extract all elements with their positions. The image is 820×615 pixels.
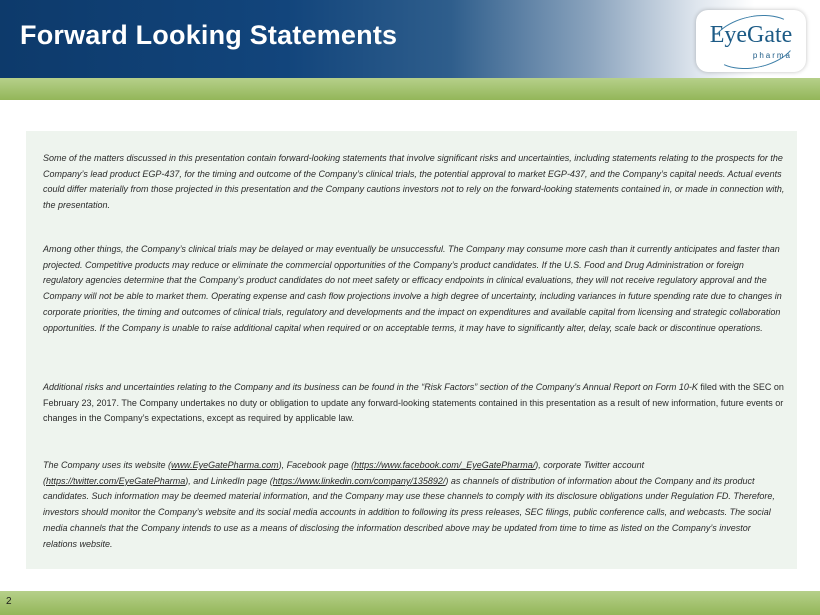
twitter-link[interactable]: https://twitter.com/EyeGatePharma <box>46 475 186 486</box>
website-link[interactable]: www.EyeGatePharma.com <box>171 460 279 470</box>
channels-text-1: The Company uses its website ( <box>43 460 172 470</box>
paragraph-channels <box>43 458 785 552</box>
paragraph-additional-risks <box>43 380 785 427</box>
statement-panel <box>26 131 797 569</box>
channels-text-3: ), corporate Twitter account ( <box>43 460 645 486</box>
logo-name: EyeGate <box>709 22 793 48</box>
additional-risks-upright: filed with the SEC on February 23, 2017. The Company undertakes no duty or obligation to update any forward-looking statements contained in this presentation as a result of new information, future events or changes in the Company’s expectations, except as required by applicable law. <box>43 382 784 424</box>
facebook-link[interactable]: https://www.facebook.com/_EyeGatePharma/ <box>354 460 536 470</box>
eyegate-logo <box>696 10 806 72</box>
channels-text-2: ), Facebook page ( <box>278 460 355 470</box>
additional-risks-italic: Additional risks and uncertainties relating to the Company and its business can be found in the “Risk Factors” section of the Company’s Annual Report on Form 10-K <box>43 382 698 392</box>
linkedin-link[interactable]: https://www.linkedin.com/company/135892/ <box>272 475 446 486</box>
paragraph-risks: Among other things, the Company’s clinical trials may be delayed or may eventually be unsuccessful. The Company may consume more cash than it currently anticipates and faster than projected. Competitive products may reduce or eliminate the commercial opportunities of the Company’s product candidates. If the U.S. Food and Drug Administration or foreign regulatory agencies determine that the Company’s product candidates do not meet safety or efficacy endpoints in clinical evaluations, they will not receive regulatory approval and the Company will not be able to market them. Operating expense and cash flow projections involve a high degree of uncertainty, including variances in future spending rate due to changes in corporate priorities, the timing and outcomes of clinical trials, regulatory and developments and the impact on expenditures and available capital from licensing and strategic collaboration opportunities. If the Company is unable to raise additional capital when required or on acceptable terms, it may have to significantly alter, delay, scale back or discontinue operations. <box>43 244 782 333</box>
page-title: Forward Looking Statements <box>20 20 398 50</box>
page-number: 2 <box>6 596 12 607</box>
header-banner <box>0 0 820 78</box>
channels-text-5: ) as channels of distribution of information about the Company and its product candidates. Such information may be deemed material information, and the Company may use these channels to comply with its disclosure obligations under Regulation FD. Therefore, investors should monitor the Company’s website and its social media accounts in addition to following its press releases, SEC filings, public conference calls, and webcasts. The social media channels that the Company intends to use as a means of disclosing the information described above may be updated from time to time as listed on the Company’s investor relations website. <box>43 475 775 549</box>
footer-accent-bar <box>0 591 820 615</box>
channels-text-4: ), and LinkedIn page ( <box>185 475 273 486</box>
logo-subtitle: pharma <box>752 51 792 60</box>
paragraph-forward-looking: Some of the matters discussed in this presentation contain forward-looking statements that involve significant risks and uncertainties, including statements relating to the prospects for the Company’s lead product EGP-437, for the timing and outcome of the Company’s clinical trials, the potential approval to market EGP-437, and the Company’s capital needs. Actual events could differ materially from those projected in this presentation and the Company cautions investors not to rely on the forward-looking statements contained in, or made in connection with, the presentation. <box>43 153 785 211</box>
header-accent-bar <box>0 78 820 100</box>
